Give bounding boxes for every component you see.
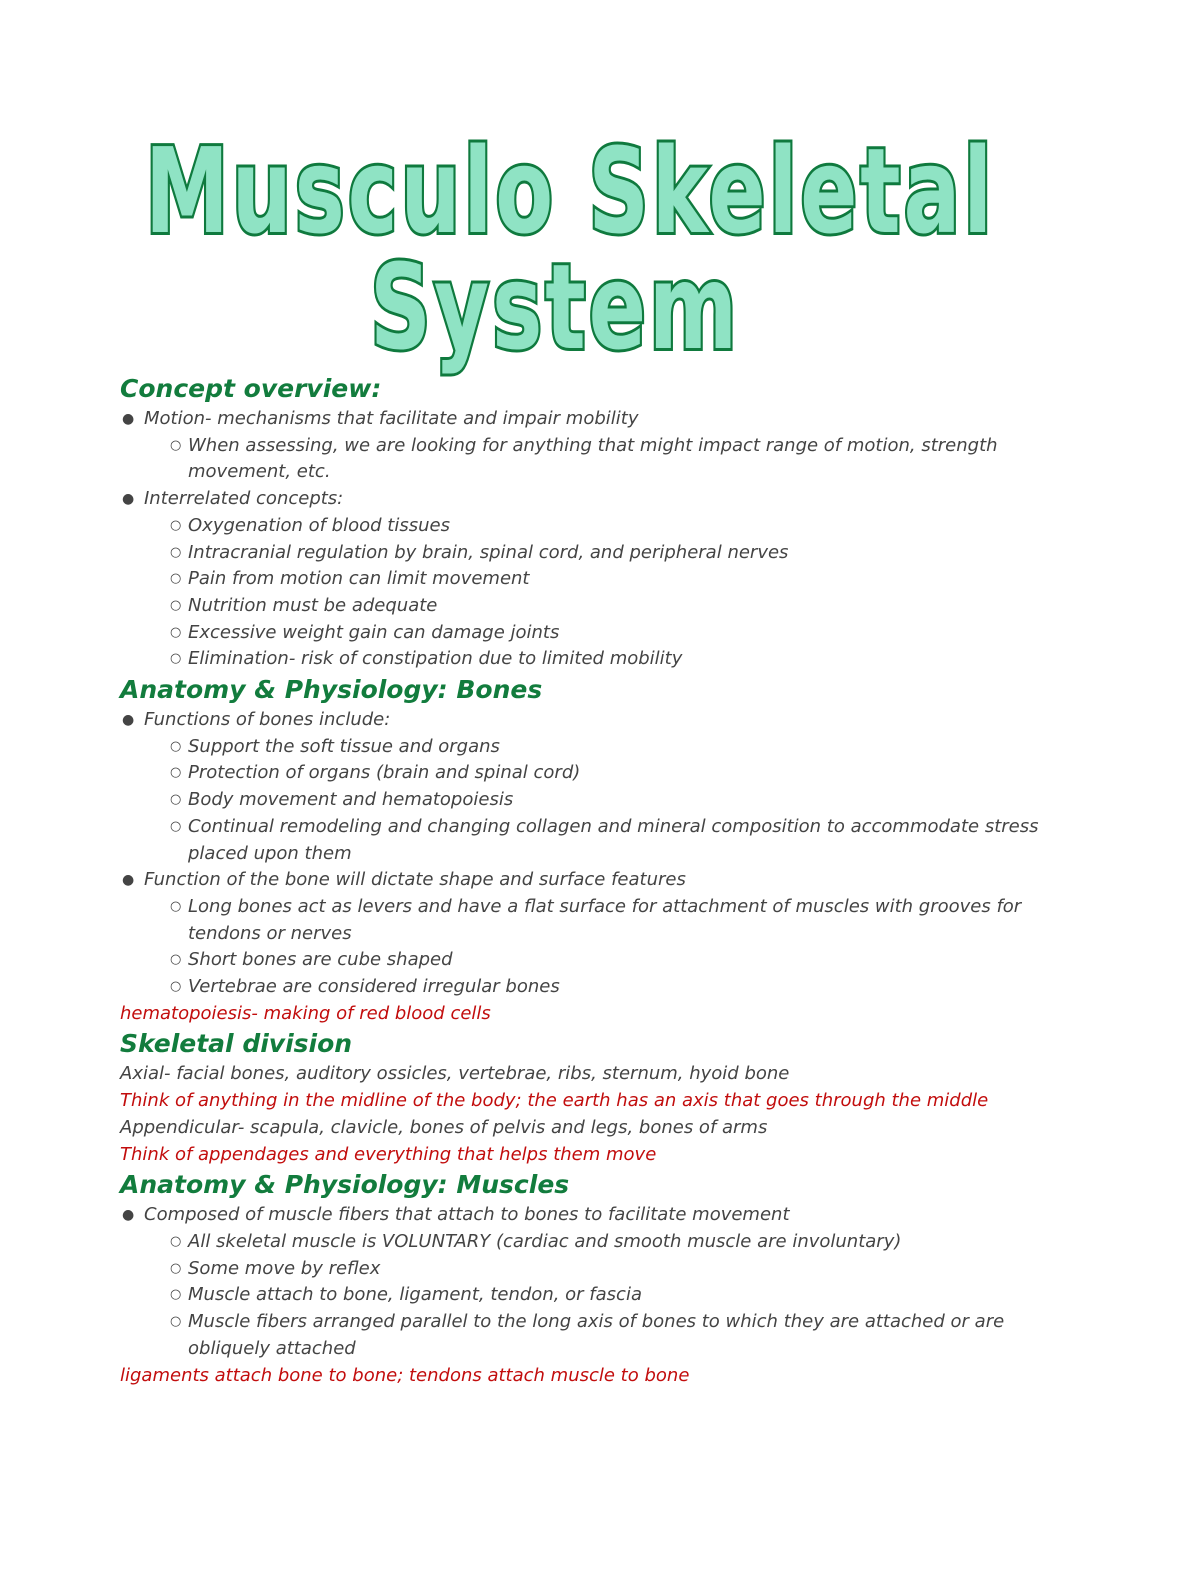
circle-bullet-icon: ○ bbox=[170, 597, 182, 613]
bullet-item bbox=[120, 867, 1080, 894]
sub-bullet-text: Pain from motion can limit movement bbox=[188, 568, 530, 590]
sub-bullet-text: Oxygenation of blood tissues bbox=[188, 514, 450, 536]
circle-bullet-icon: ○ bbox=[170, 571, 182, 587]
sub-bullet-item bbox=[120, 1229, 1080, 1256]
note-ligaments-tendons: ligaments attach bone to bone; tendons attach muscle to bone bbox=[120, 1364, 690, 1386]
bullet-item bbox=[120, 486, 1080, 513]
sub-bullet-item bbox=[120, 620, 1080, 647]
title-line-2: System bbox=[370, 238, 740, 376]
circle-bullet-icon: ○ bbox=[170, 792, 182, 808]
circle-bullet-icon: ○ bbox=[170, 1314, 182, 1330]
circle-bullet-icon: ○ bbox=[170, 517, 182, 533]
sub-bullet-text: Support the soft tissue and organs bbox=[188, 735, 500, 757]
appendicular-note: Think of appendages and everything that helps them move bbox=[120, 1143, 657, 1165]
axial-note: Think of anything in the midline of the body; the earth has an axis that goes through the middle bbox=[120, 1090, 989, 1112]
bullet-dot-icon: ● bbox=[122, 491, 135, 508]
bullet-text: Function of the bone will dictate shape and surface features bbox=[144, 869, 686, 891]
bullet-item bbox=[120, 1202, 1080, 1229]
bullet-text: Interrelated concepts: bbox=[144, 488, 344, 510]
sub-bullet-item bbox=[120, 814, 1080, 867]
bullet-dot-icon: ● bbox=[122, 411, 135, 427]
appendicular-text: Appendicular- scapula, clavicle, bones of pelvis and legs, bones of arms bbox=[120, 1116, 768, 1138]
bullet-item bbox=[120, 406, 1080, 433]
sub-bullet-item bbox=[120, 734, 1080, 761]
circle-bullet-icon: ○ bbox=[170, 738, 182, 754]
circle-bullet-icon: ○ bbox=[170, 1233, 182, 1249]
sub-bullet-item bbox=[120, 787, 1080, 814]
bullet-item bbox=[120, 707, 1080, 734]
sub-bullet-item bbox=[120, 760, 1080, 787]
sub-bullet-text: Muscle attach to bone, ligament, tendon, or fascia bbox=[188, 1284, 642, 1306]
heading-skeletal-division: Skeletal division bbox=[120, 1029, 353, 1059]
circle-bullet-icon: ○ bbox=[170, 1260, 182, 1276]
bullet-dot-icon: ● bbox=[122, 712, 135, 729]
sub-bullet-text: Protection of organs (brain and spinal cord) bbox=[188, 762, 581, 784]
circle-bullet-icon: ○ bbox=[170, 544, 182, 560]
circle-bullet-icon: ○ bbox=[170, 765, 182, 781]
heading-bones: Anatomy & Physiology: Bones bbox=[120, 675, 543, 705]
sub-bullet-item bbox=[120, 566, 1080, 593]
sub-bullet-text: Muscle fibers arranged parallel to the long axis of bones to which they are attached or are obliquely attached bbox=[188, 1311, 1005, 1359]
sub-bullet-item bbox=[120, 513, 1080, 540]
sub-bullet-item bbox=[120, 894, 1080, 947]
title-graphic bbox=[0, 100, 1200, 380]
bullet-text: Composed of muscle fibers that attach to bones to facilitate movement bbox=[144, 1204, 790, 1226]
sub-bullet-text: Body movement and hematopoiesis bbox=[188, 789, 514, 811]
sub-bullet-item bbox=[120, 593, 1080, 620]
heading-muscles: Anatomy & Physiology: Muscles bbox=[120, 1170, 570, 1200]
sub-bullet-item bbox=[120, 1309, 1080, 1362]
sub-bullet-text: When assessing, we are looking for anything that might impact range of motion, strength movement, etc. bbox=[188, 434, 998, 483]
axial-text: Axial- facial bones, auditory ossicles, vertebrae, ribs, sternum, hyoid bone bbox=[120, 1063, 790, 1085]
sub-bullet-text: All skeletal muscle is VOLUNTARY (cardiac and smooth muscle are involuntary) bbox=[188, 1230, 902, 1252]
sub-bullet-item bbox=[120, 540, 1080, 567]
sub-bullet-item bbox=[120, 646, 1080, 673]
circle-bullet-icon: ○ bbox=[170, 651, 182, 667]
sub-bullet-text: Continual remodeling and changing collagen and mineral composition to accommodate stress placed upon them bbox=[188, 815, 1039, 864]
heading-concept-overview: Concept overview: bbox=[120, 374, 382, 403]
circle-bullet-icon: ○ bbox=[170, 898, 182, 914]
circle-bullet-icon: ○ bbox=[170, 437, 182, 453]
bullet-text: Functions of bones include: bbox=[144, 709, 391, 731]
sub-bullet-item bbox=[120, 947, 1080, 974]
bullet-dot-icon: ● bbox=[122, 872, 135, 889]
sub-bullet-text: Long bones act as levers and have a flat surface for attachment of muscles with grooves for tendons or nerves bbox=[188, 895, 1022, 944]
circle-bullet-icon: ○ bbox=[170, 952, 182, 968]
circle-bullet-icon: ○ bbox=[170, 979, 182, 995]
circle-bullet-icon: ○ bbox=[170, 624, 182, 640]
bullet-text: Motion- mechanisms that facilitate and impair mobility bbox=[144, 408, 639, 429]
circle-bullet-icon: ○ bbox=[170, 1287, 182, 1303]
sub-bullet-text: Vertebrae are considered irregular bones bbox=[188, 976, 560, 998]
sub-bullet-item bbox=[120, 433, 1080, 486]
notes-body bbox=[120, 372, 1080, 1389]
bullet-dot-icon: ● bbox=[122, 1207, 135, 1224]
sub-bullet-text: Nutrition must be adequate bbox=[188, 594, 438, 616]
title-svg bbox=[0, 100, 1200, 380]
sub-bullet-item bbox=[120, 974, 1080, 1001]
sub-bullet-text: Elimination- risk of constipation due to limited mobility bbox=[188, 648, 683, 670]
sub-bullet-text: Short bones are cube shaped bbox=[188, 949, 453, 971]
sub-bullet-text: Some move by reflex bbox=[188, 1257, 381, 1279]
sub-bullet-text: Excessive weight gain can damage joints bbox=[188, 621, 560, 643]
sub-bullet-item bbox=[120, 1282, 1080, 1309]
note-hematopoiesis: hematopoiesis- making of red blood cells bbox=[120, 1002, 491, 1024]
circle-bullet-icon: ○ bbox=[170, 818, 182, 834]
title-line-1: Musculo Skeletal bbox=[145, 122, 995, 260]
sub-bullet-text: Intracranial regulation by brain, spinal cord, and peripheral nerves bbox=[188, 541, 789, 563]
sub-bullet-item bbox=[120, 1256, 1080, 1283]
